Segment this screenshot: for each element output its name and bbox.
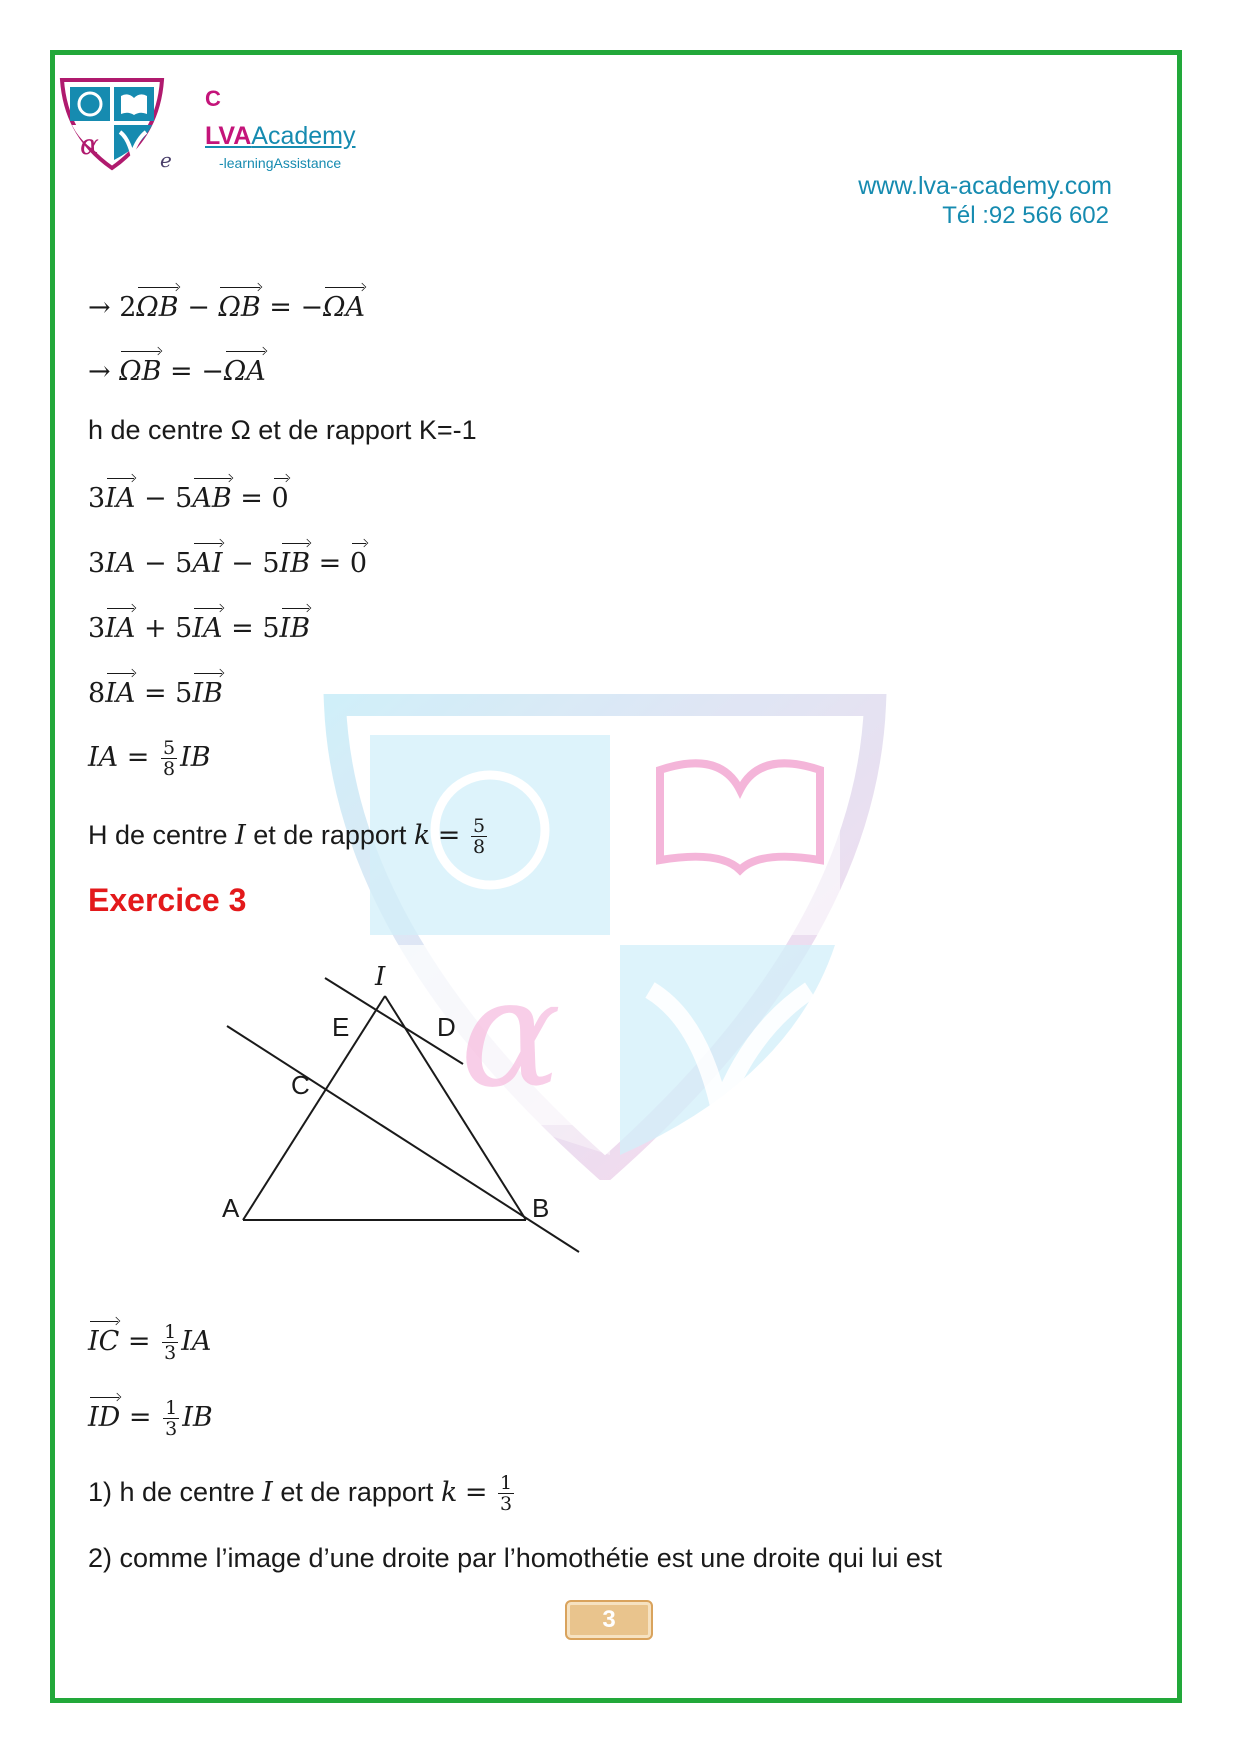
fraction	[162, 1322, 178, 1363]
line-cb	[227, 1026, 579, 1252]
vector: AI	[192, 540, 222, 584]
text-fragment: et de rapport	[253, 820, 407, 850]
fraction-denominator: 3	[499, 1493, 513, 1516]
text-fragment: H de centre	[88, 820, 228, 850]
vector: ΩA	[323, 284, 365, 328]
equals: =	[126, 742, 150, 773]
coefficient: 3	[88, 613, 106, 644]
equation-line-8	[88, 738, 211, 779]
text-line-homothety-i	[88, 815, 490, 857]
vector: ΩA	[224, 348, 266, 392]
operator: −	[300, 292, 324, 323]
coefficient: 8	[88, 678, 106, 709]
vector: ΩB	[136, 284, 178, 328]
vector: IC	[88, 1318, 119, 1362]
fraction	[498, 1473, 514, 1514]
equation-line-4	[88, 475, 289, 519]
equals: =	[170, 356, 193, 387]
fraction-denominator: 8	[472, 836, 486, 859]
equals: =	[464, 1477, 488, 1508]
coefficient: 3	[88, 548, 106, 579]
vector: IB	[280, 540, 311, 584]
equals: =	[143, 678, 167, 709]
arrow-symbol: →	[88, 356, 111, 387]
text-fragment: 1) h de centre	[88, 1477, 255, 1507]
fraction-numerator: 1	[165, 1397, 178, 1419]
fraction	[471, 816, 487, 857]
center-symbol: I	[262, 1477, 273, 1508]
label-b: B	[532, 1193, 550, 1223]
coefficient: 5	[175, 678, 193, 709]
operator: +	[143, 613, 167, 644]
equals: =	[240, 483, 263, 514]
logo-letter-c: C	[205, 86, 221, 111]
center-symbol: I	[235, 820, 246, 851]
term: IA	[88, 742, 119, 773]
lva-logo	[58, 76, 166, 172]
operator: −	[143, 483, 167, 514]
fraction-numerator: 1	[499, 1472, 513, 1495]
equals: =	[269, 292, 292, 323]
segment-ai	[243, 996, 385, 1220]
vector: ΩB	[119, 348, 161, 392]
brand-lva: LVA	[205, 122, 252, 150]
operator: −	[201, 356, 224, 387]
equation-line-7	[88, 670, 223, 714]
answer-2: 2) comme l’image d’une droite par l’homothétie est une droite qui lui est	[88, 1543, 942, 1573]
vector: ID	[88, 1394, 120, 1438]
operator: −	[187, 292, 210, 323]
equation-line-2	[88, 348, 266, 392]
equation-line-10	[88, 1318, 211, 1363]
vector: IA	[105, 475, 135, 519]
coefficient: 2	[119, 292, 137, 323]
text-fragment: et de rapport	[280, 1477, 434, 1507]
fraction-denominator: 3	[165, 1418, 178, 1440]
ratio-symbol: k	[440, 1477, 458, 1508]
fraction-numerator: 5	[162, 737, 176, 759]
coefficient: 5	[175, 613, 193, 644]
svg-text:α: α	[80, 128, 99, 161]
answer-1	[88, 1472, 517, 1514]
operator: −	[231, 548, 254, 579]
label-c: C	[291, 1070, 310, 1100]
equals: =	[437, 820, 461, 851]
coefficient: 5	[175, 483, 193, 514]
exercise-title: Exercice 3	[88, 882, 247, 918]
label-d: D	[437, 1012, 456, 1042]
term: IA	[105, 548, 136, 579]
vector: IA	[105, 670, 135, 714]
coefficient: 5	[262, 548, 280, 579]
vector: AB	[192, 475, 231, 519]
fraction-numerator: 1	[164, 1321, 177, 1343]
coefficient: 5	[262, 613, 280, 644]
vector: IB	[280, 605, 311, 649]
equation-line-6	[88, 605, 310, 649]
vector: IA	[192, 605, 222, 649]
equals: =	[127, 1326, 151, 1357]
website-link[interactable]: www.lva-academy.com	[858, 172, 1112, 200]
label-a: A	[222, 1193, 240, 1223]
ratio-symbol: k	[413, 820, 431, 851]
equation-line-1	[88, 284, 365, 328]
coefficient: 3	[88, 483, 106, 514]
fraction	[161, 738, 177, 779]
triangle-figure	[215, 948, 585, 1258]
brand-name	[205, 122, 356, 151]
fraction-denominator: 3	[164, 1342, 177, 1364]
vector: ΩB	[218, 284, 260, 328]
phone-number: Tél :92 566 602	[942, 202, 1109, 229]
fraction-denominator: 8	[162, 758, 176, 780]
text-line-homothety-omega: h de centre Ω et de rapport K=-1	[88, 415, 477, 445]
term: IA	[181, 1326, 212, 1357]
vector: IA	[105, 605, 135, 649]
coefficient: 5	[175, 548, 193, 579]
zero-vector: 0	[350, 540, 367, 584]
brand-academy: Academy	[251, 122, 356, 150]
equation-line-11	[88, 1394, 213, 1439]
zero-vector: 0	[272, 475, 289, 519]
svg-text:α: α	[460, 947, 562, 1121]
term: IB	[182, 1402, 213, 1433]
vector: IB	[192, 670, 223, 714]
arrow-symbol: →	[88, 292, 111, 323]
operator: −	[143, 548, 167, 579]
term: IB	[180, 742, 211, 773]
equals: =	[231, 613, 254, 644]
equation-line-5	[88, 540, 367, 584]
brand-tagline: -learningAssistance	[219, 155, 342, 171]
fraction-numerator: 5	[472, 815, 486, 838]
equals: =	[128, 1402, 152, 1433]
fraction	[163, 1398, 179, 1439]
equals: =	[318, 548, 342, 579]
page-number: 3	[565, 1600, 653, 1640]
label-i: I	[375, 962, 386, 992]
label-e: E	[332, 1012, 350, 1042]
logo-letter-e: e	[160, 148, 172, 172]
